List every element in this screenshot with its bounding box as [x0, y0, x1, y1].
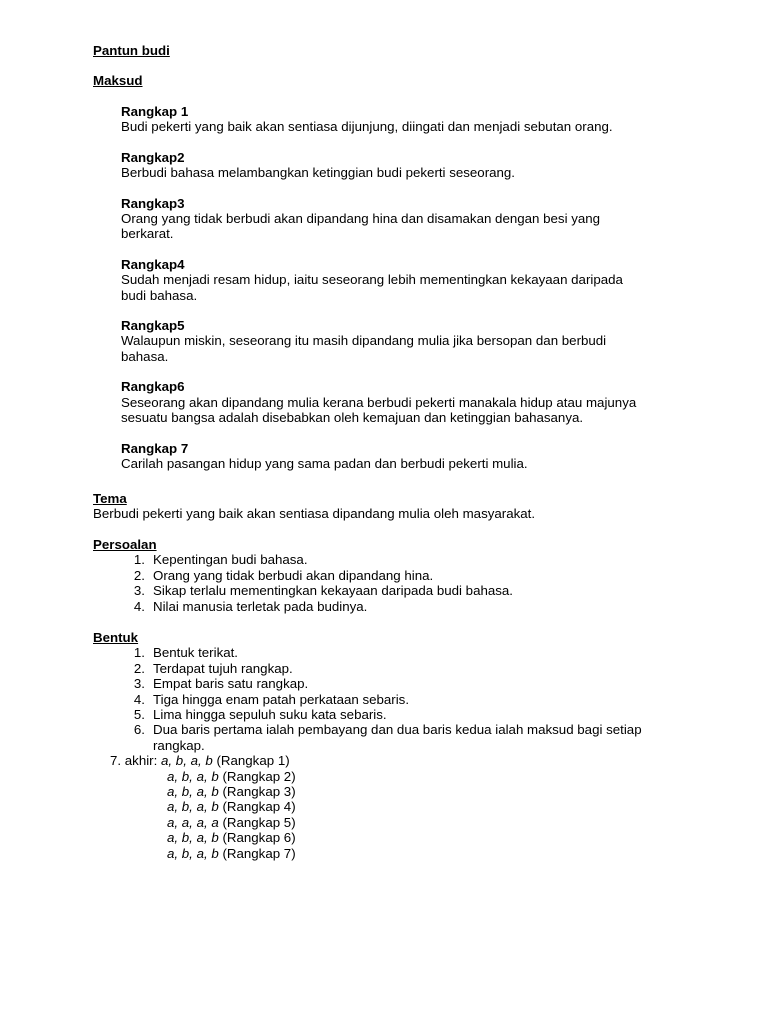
list-number: 1.: [133, 645, 145, 661]
rhyme-row: [93, 799, 642, 814]
tema-section: [93, 491, 535, 522]
maksud-section: [93, 104, 636, 471]
rhyme-ref: (Rangkap 5): [222, 814, 296, 830]
rhyme-label: 7. akhir:: [110, 753, 158, 769]
rhyme-scheme: a, b, a, b: [167, 830, 219, 846]
list-number: 4.: [133, 598, 145, 614]
rangkap-label: Rangkap6: [121, 379, 185, 395]
rhyme-ref: (Rangkap 4): [222, 799, 296, 815]
list-item: [93, 707, 642, 722]
list-number: 2.: [133, 660, 145, 676]
rhyme-row: [93, 830, 642, 845]
rhyme-scheme: a, b, a, b: [167, 799, 219, 815]
list-text: Empat baris satu rangkap.: [153, 676, 309, 692]
rangkap-text: Seseorang akan dipandang mulia kerana berbudi pekerti manakala hidup atau majunya: [121, 394, 637, 410]
rangkap-text: budi bahasa.: [121, 287, 198, 303]
bentuk-heading: Bentuk: [93, 630, 139, 645]
rhyme-row: [93, 815, 642, 830]
list-text: Tiga hingga enam patah perkataan sebaris.: [153, 691, 410, 707]
list-text: Kepentingan budi bahasa.: [153, 552, 308, 568]
rangkap-text: Sudah menjadi resam hidup, iaitu seseorang lebih mementingkan kekayaan daripada: [121, 272, 623, 288]
rangkap-3: [93, 196, 636, 242]
list-text: Dua baris pertama ialah pembayang dan dua baris kedua ialah maksud bagi setiap: [153, 722, 642, 738]
rangkap-text: Berbudi bahasa melambangkan ketinggian budi pekerti seseorang.: [121, 165, 515, 181]
rangkap-text: berkarat.: [121, 226, 174, 242]
rhyme-scheme: a, b, a, b: [167, 845, 219, 861]
rangkap-1: [93, 104, 636, 135]
bentuk-section: [93, 630, 642, 861]
list-number: 6.: [133, 722, 145, 738]
rhyme-scheme: a, b, a, b: [167, 784, 219, 800]
persoalan-section: [93, 537, 513, 614]
rhyme-row: [93, 846, 642, 861]
list-text-continuation: rangkap.: [153, 737, 205, 753]
rhyme-ref: (Rangkap 3): [222, 784, 296, 800]
list-text: Sikap terlalu mementingkan kekayaan daripada budi bahasa.: [153, 583, 513, 599]
rangkap-text: Orang yang tidak berbudi akan dipandang hina dan disamakan dengan besi yang: [121, 211, 601, 227]
rangkap-label: Rangkap3: [121, 195, 185, 211]
rhyme-scheme: a, b, a, b: [161, 753, 213, 769]
list-text: Terdapat tujuh rangkap.: [153, 660, 293, 676]
list-item: [93, 722, 642, 753]
list-number: 3.: [133, 583, 145, 599]
rangkap-6: [93, 379, 636, 425]
list-item: [93, 568, 513, 583]
list-number: 1.: [133, 552, 145, 568]
rhyme-row: [93, 784, 642, 799]
rangkap-label: Rangkap2: [121, 149, 185, 165]
rhyme-ref: (Rangkap 6): [222, 830, 296, 846]
list-text: Nilai manusia terletak pada budinya.: [153, 598, 368, 614]
persoalan-heading: Persoalan: [93, 537, 157, 552]
rangkap-5: [93, 318, 636, 364]
document-title: Pantun budi: [93, 43, 170, 58]
rangkap-text: Carilah pasangan hidup yang sama padan dan berbudi pekerti mulia.: [121, 455, 528, 471]
list-item: [93, 599, 513, 614]
list-text: Lima hingga sepuluh suku kata sebaris.: [153, 707, 387, 723]
rhyme-scheme: a, a, a, a: [167, 814, 219, 830]
rangkap-7: [93, 441, 636, 472]
list-number: 3.: [133, 676, 145, 692]
rangkap-text: bahasa.: [121, 348, 169, 364]
rhyme-row: [93, 769, 642, 784]
rangkap-text: sesuatu bangsa adalah disebabkan oleh kemajuan dan ketinggian bahasanya.: [121, 410, 584, 426]
list-item: [93, 552, 513, 567]
rhyme-ref: (Rangkap 7): [222, 845, 296, 861]
rhyme-scheme: a, b, a, b: [167, 768, 219, 784]
rangkap-2: [93, 150, 636, 181]
rangkap-text: Walaupun miskin, seseorang itu masih dipandang mulia jika bersopan dan berbudi: [121, 333, 607, 349]
rangkap-label: Rangkap 1: [121, 104, 189, 119]
list-item: [93, 676, 642, 691]
rangkap-4: [93, 257, 636, 303]
rangkap-label: Rangkap4: [121, 256, 185, 272]
rhyme-row: [93, 753, 642, 768]
rangkap-text: Budi pekerti yang baik akan sentiasa dijunjung, diingati dan menjadi sebutan orang.: [121, 119, 613, 135]
list-item: [93, 661, 642, 676]
list-number: 2.: [133, 567, 145, 583]
maksud-heading: Maksud: [93, 73, 143, 88]
rhyme-ref: (Rangkap 2): [222, 768, 296, 784]
list-number: 5.: [133, 707, 145, 723]
rhyme-ref: (Rangkap 1): [216, 753, 290, 769]
rangkap-label: Rangkap5: [121, 318, 185, 334]
tema-text: Berbudi pekerti yang baik akan sentiasa dipandang mulia oleh masyarakat.: [93, 506, 536, 522]
rangkap-label: Rangkap 7: [121, 440, 189, 456]
list-number: 4.: [133, 691, 145, 707]
tema-heading: Tema: [93, 491, 127, 506]
list-text: Bentuk terikat.: [153, 645, 238, 661]
list-item: [93, 692, 642, 707]
list-text: Orang yang tidak berbudi akan dipandang hina.: [153, 567, 434, 583]
list-item: [93, 583, 513, 598]
list-item: [93, 645, 642, 660]
